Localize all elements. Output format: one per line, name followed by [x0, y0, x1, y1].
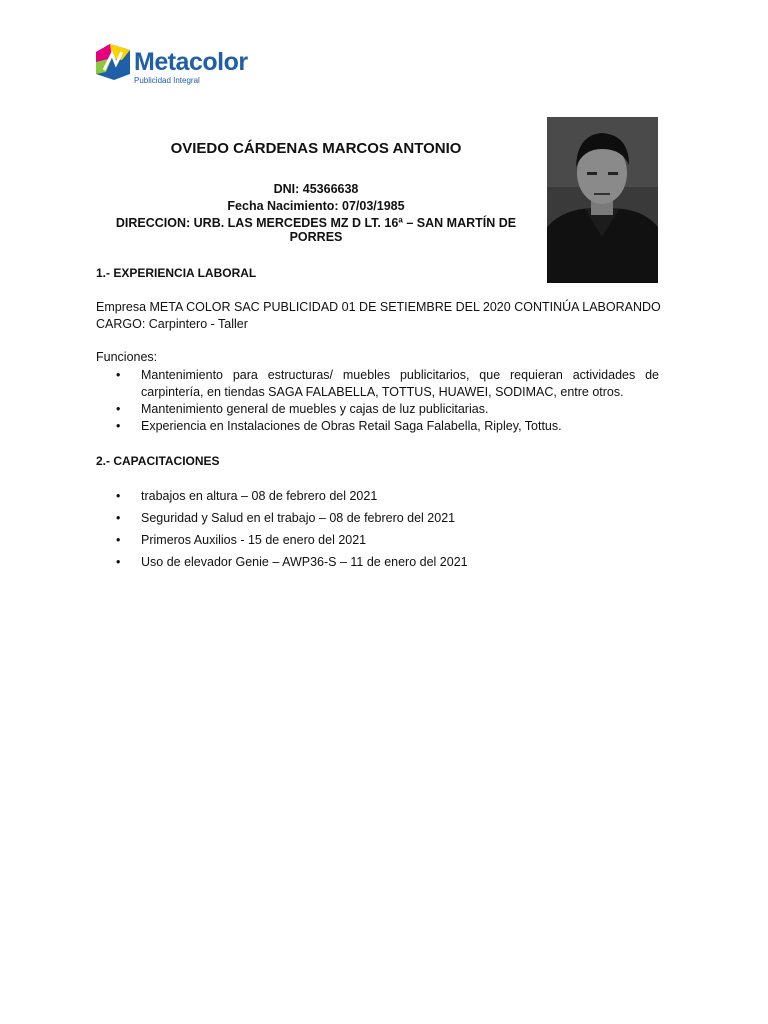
logo-mark-icon — [96, 44, 130, 80]
logo-brand-text: Metacolor — [134, 48, 248, 76]
list-item: • Mantenimiento general de muebles y cajas de luz publicitarias. — [96, 401, 659, 418]
candidate-name: OVIEDO CÁRDENAS MARCOS ANTONIO — [170, 140, 462, 157]
list-item: • Uso de elevador Genie – AWP36-S – 11 de enero del 2021 — [96, 554, 659, 571]
functions-label: Funciones: — [96, 350, 158, 364]
birth-date: Fecha Nacimiento: 07/03/1985 — [227, 199, 405, 213]
profile-photo — [547, 117, 658, 283]
list-item: • Experiencia en Instalaciones de Obras Retail Saga Falabella, Ripley, Tottus. — [96, 418, 659, 435]
list-item: • Primeros Auxilios - 15 de enero del 2021 — [96, 532, 659, 549]
dni: DNI: 45366638 — [273, 182, 359, 196]
company-line: Empresa META COLOR SAC PUBLICIDAD 01 DE SETIEMBRE DEL 2020 CONTINÚA LABORANDO — [96, 300, 661, 314]
training-heading: 2.- CAPACITACIONES — [96, 454, 220, 468]
list-item: • trabajos en altura – 08 de febrero del 2021 — [96, 488, 659, 505]
logo-tagline: Publicidad Integral — [134, 76, 200, 85]
experience-heading: 1.- EXPERIENCIA LABORAL — [96, 266, 257, 280]
list-item: • Seguridad y Salud en el trabajo – 08 de febrero del 2021 — [96, 510, 659, 527]
functions-list — [96, 367, 659, 435]
training-list — [96, 488, 659, 571]
company-logo — [96, 42, 266, 88]
position-line: CARGO: Carpintero - Taller — [96, 317, 248, 331]
list-item: • Mantenimiento para estructuras/ muebles publicitarios, que requieran actividades de carpintería, en tiendas SAGA FALABELLA, TOTTUS, HUAWEI, SODIMAC, entre otros. — [96, 367, 659, 401]
address: DIRECCION: URB. LAS MERCEDES MZ D LT. 16ª – SAN MARTÍN DE PORRES — [115, 216, 517, 244]
